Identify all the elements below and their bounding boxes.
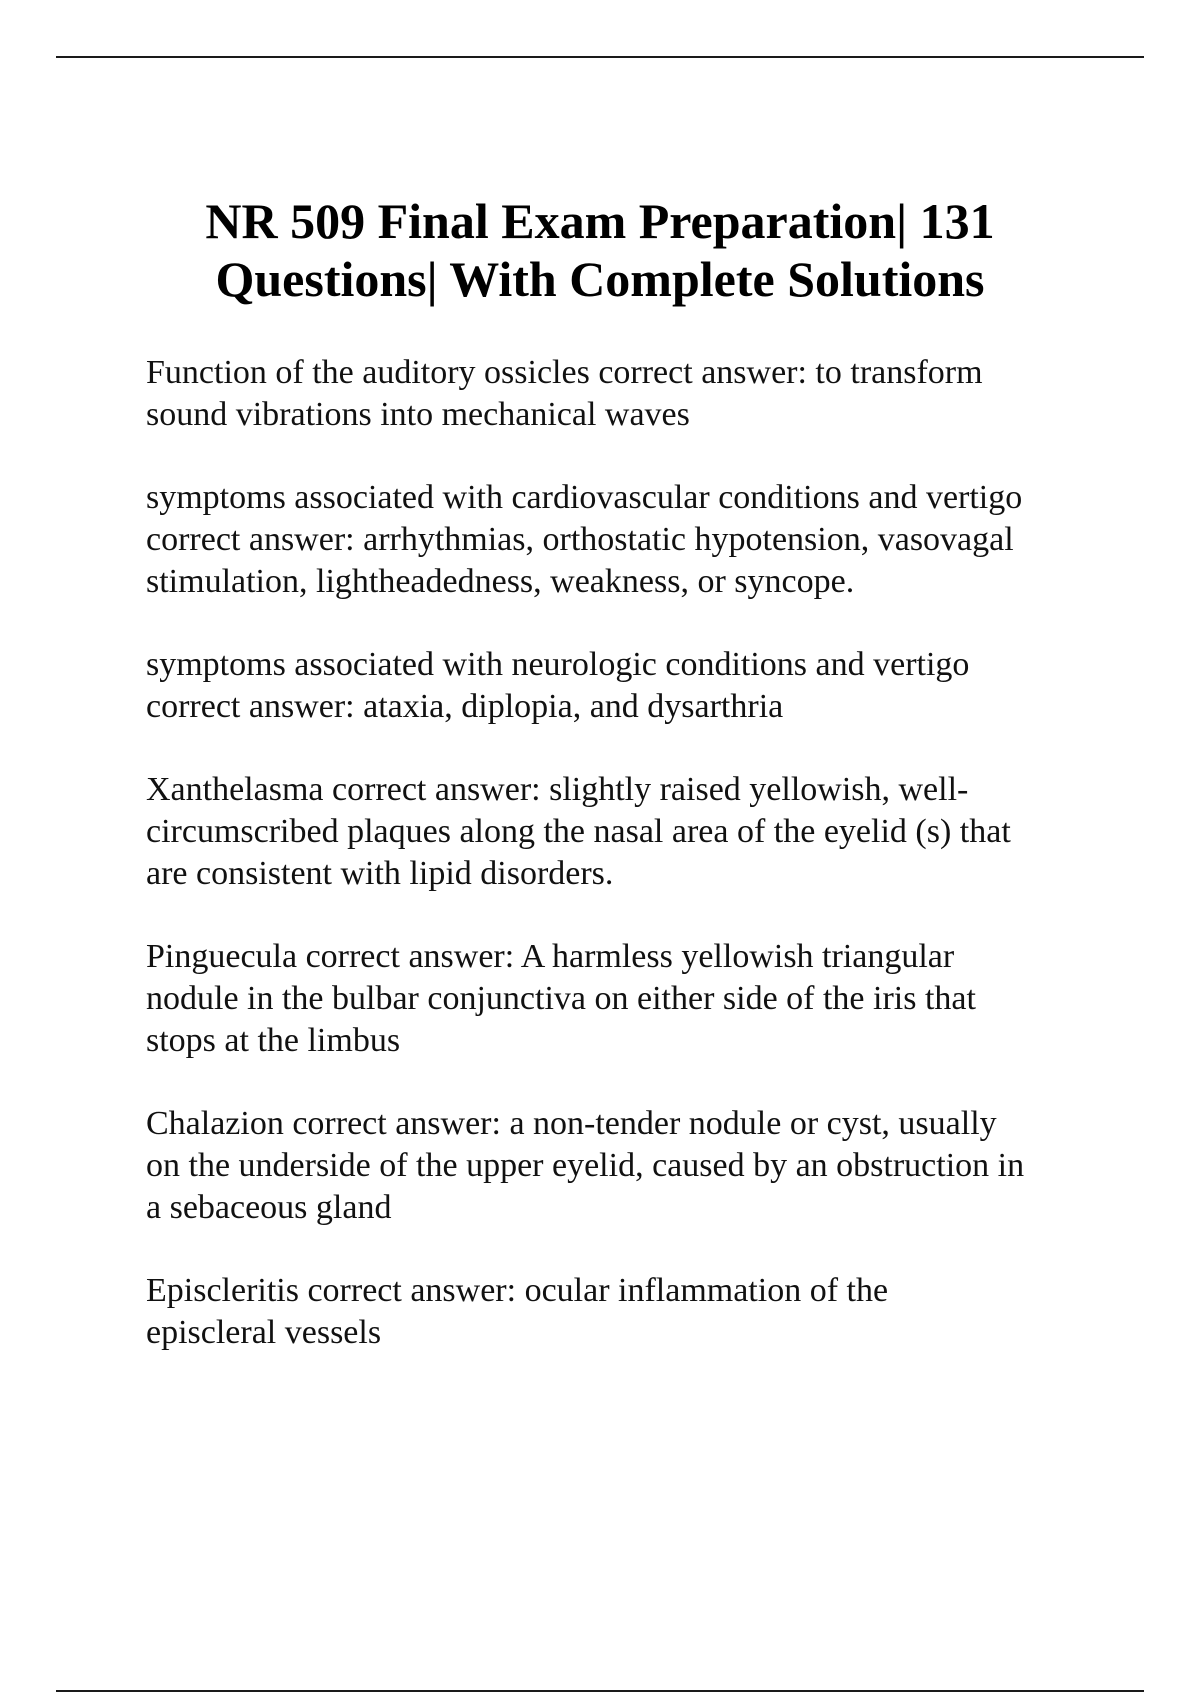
qa-text-line: nodule in the bulbar conjunctiva on either side of the iris that: [146, 980, 976, 1017]
qa-text-line: on the underside of the upper eyelid, caused by an obstruction in: [146, 1147, 1025, 1184]
qa-item-neurologic-vertigo: [146, 644, 1106, 728]
qa-list: [146, 352, 1106, 1395]
qa-text-line: symptoms associated with cardiovascular conditions and vertigo: [146, 479, 1023, 516]
page-title: [100, 192, 1100, 308]
qa-text-line: correct answer: arrhythmias, orthostatic hypotension, vasovagal: [146, 521, 1014, 558]
qa-item-cardiovascular-vertigo: [146, 477, 1106, 603]
qa-text-line: are consistent with lipid disorders.: [146, 855, 614, 892]
page-title-line: NR 509 Final Exam Preparation| 131: [205, 193, 995, 249]
page-title-line: Questions| With Complete Solutions: [215, 251, 985, 307]
top-rule: [56, 56, 1144, 58]
bottom-rule: [56, 1690, 1144, 1692]
qa-text-line: correct answer: ataxia, diplopia, and dysarthria: [146, 688, 784, 725]
qa-text-line: a sebaceous gland: [146, 1189, 392, 1226]
qa-text-line: symptoms associated with neurologic conditions and vertigo: [146, 646, 970, 683]
qa-text-line: stimulation, lightheadedness, weakness, or syncope.: [146, 563, 855, 600]
qa-text-line: Xanthelasma correct answer: slightly raised yellowish, well-: [146, 771, 969, 808]
qa-text-line: episcleral vessels: [146, 1314, 382, 1351]
qa-text-line: circumscribed plaques along the nasal area of the eyelid (s) that: [146, 813, 1011, 850]
qa-item-chalazion: [146, 1103, 1106, 1229]
qa-text-line: Function of the auditory ossicles correct answer: to transform: [146, 354, 983, 391]
qa-text-line: Chalazion correct answer: a non-tender nodule or cyst, usually: [146, 1105, 997, 1142]
qa-item-xanthelasma: [146, 769, 1106, 895]
qa-item-pinguecula: [146, 936, 1106, 1062]
qa-text-line: Pinguecula correct answer: A harmless yellowish triangular: [146, 938, 955, 975]
qa-item-auditory-ossicles: [146, 352, 1106, 436]
qa-text-line: Episcleritis correct answer: ocular inflammation of the: [146, 1272, 889, 1309]
qa-text-line: stops at the limbus: [146, 1022, 401, 1059]
qa-item-episcleritis: [146, 1270, 1106, 1354]
qa-text-line: sound vibrations into mechanical waves: [146, 396, 690, 433]
